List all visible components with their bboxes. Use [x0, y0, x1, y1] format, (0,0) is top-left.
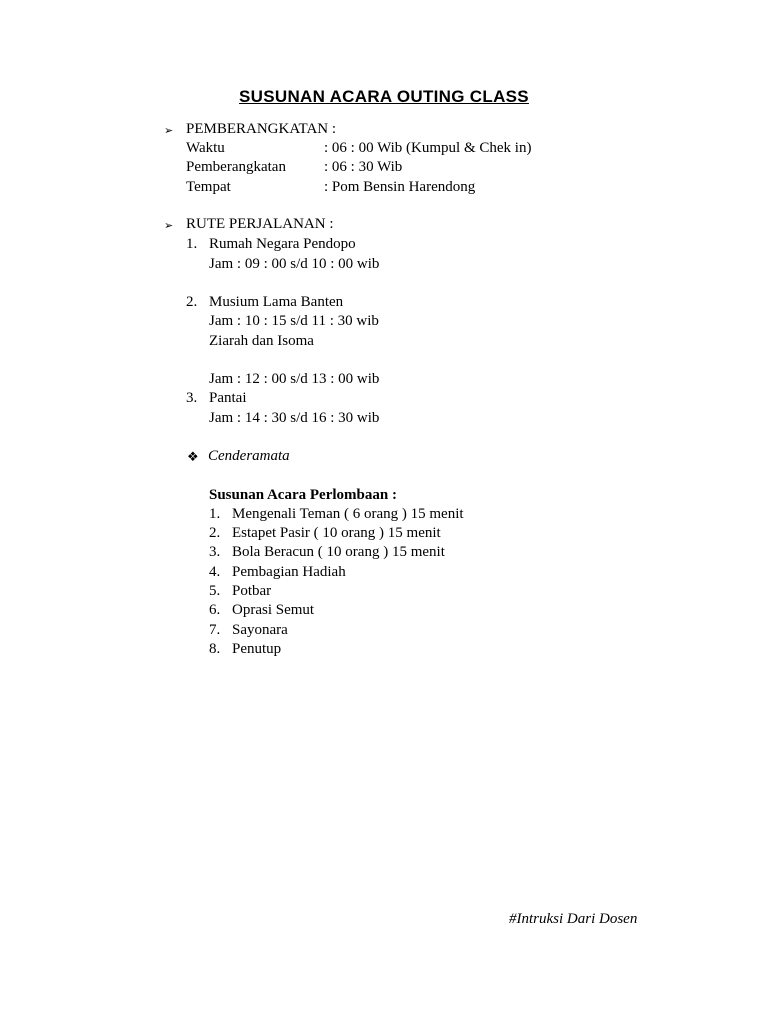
stop-name: Rumah Negara Pendopo — [209, 236, 356, 252]
section-heading-rute: RUTE PERJALANAN : — [186, 216, 334, 232]
list-item: Potbar — [232, 583, 272, 599]
list-item: Pembagian Hadiah — [232, 564, 346, 580]
list-item: Penutup — [232, 641, 282, 657]
list-item-number: 4. — [209, 564, 221, 580]
row-label: Tempat — [186, 179, 231, 195]
page-title: SUSUNAN ACARA OUTING CLASS — [239, 87, 529, 106]
list-item: Oprasi Semut — [232, 602, 315, 618]
perlombaan-heading: Susunan Acara Perlombaan : — [209, 487, 397, 503]
footer-note: #Intruksi Dari Dosen — [509, 911, 638, 927]
list-item-number: 7. — [209, 622, 221, 638]
row-value: : 06 : 30 Wib — [324, 159, 403, 175]
list-item-number: 2. — [209, 525, 221, 541]
list-item-number: 5. — [209, 583, 221, 599]
stop-time: Jam : 12 : 00 s/d 13 : 00 wib — [209, 371, 380, 387]
list-item: Bola Beracun ( 10 orang ) 15 menit — [232, 544, 445, 560]
stop-time: Jam : 09 : 00 s/d 10 : 00 wib — [209, 256, 380, 272]
diamond-bullet-icon: ❖ — [187, 449, 199, 464]
row-label: Waktu — [186, 140, 225, 156]
stop-number: 3. — [186, 390, 198, 406]
list-item-number: 3. — [209, 544, 221, 560]
arrow-bullet-icon: ➢ — [164, 125, 174, 137]
list-item: Estapet Pasir ( 10 orang ) 15 menit — [232, 525, 441, 541]
list-item-number: 6. — [209, 602, 221, 618]
cenderamata-label: Cenderamata — [208, 448, 290, 464]
stop-number: 2. — [186, 294, 198, 310]
stop-note: Ziarah dan Isoma — [209, 333, 314, 349]
stop-time: Jam : 14 : 30 s/d 16 : 30 wib — [209, 410, 380, 426]
stop-time: Jam : 10 : 15 s/d 11 : 30 wib — [209, 313, 379, 329]
row-value: : Pom Bensin Harendong — [324, 179, 476, 195]
stop-name: Musium Lama Banten — [209, 294, 344, 310]
stop-name: Pantai — [209, 390, 247, 406]
stop-number: 1. — [186, 236, 198, 252]
list-item: Mengenali Teman ( 6 orang ) 15 menit — [232, 506, 464, 522]
arrow-bullet-icon: ➢ — [164, 220, 174, 232]
list-item-number: 8. — [209, 641, 221, 657]
section-heading-pemberangkatan: PEMBERANGKATAN : — [186, 121, 337, 137]
list-item-number: 1. — [209, 506, 221, 522]
row-label: Pemberangkatan — [186, 159, 286, 175]
row-value: : 06 : 00 Wib (Kumpul & Chek in) — [324, 140, 532, 156]
list-item: Sayonara — [232, 622, 288, 638]
